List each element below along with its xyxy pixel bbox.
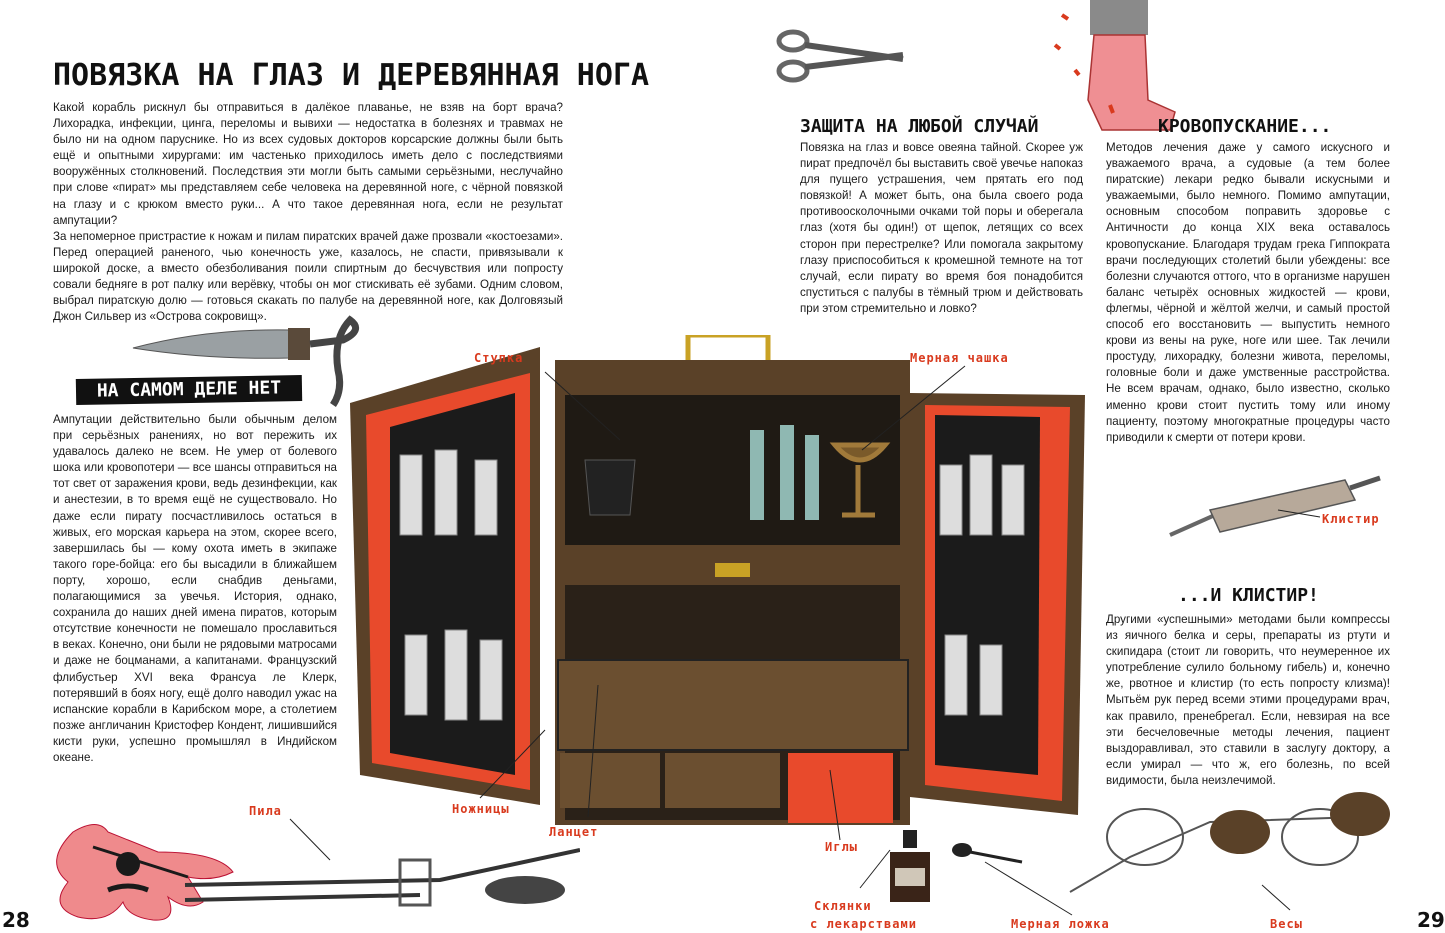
label-lancet: Ланцет — [549, 825, 599, 839]
intro-paragraph-1: Какой корабль рискнул бы отправиться в далёкое плаванье, не взяв на борт врача? Лихорадка, инфекции, цинга, переломы и вывихи — недостатка в болезнях и травмах не было ни на одном паруснике. Но из всех судовых докторов корсарские должны были быть ещё и опытными хирургами: им частенько приходилось иметь дело с последствиями вооружённых столкновений. Последствия эти могли быть самыми серьёзными, неслучайно при слове «пират» мы представляем себе человека на деревянной ноге, с чёрной повязкой на глазу и с крюком вместо руки... А что такое деревянная нога, если не результат ампутации? — [53, 101, 563, 227]
label-scissors: Ножницы — [452, 802, 510, 816]
klistir-text: Другими «успешными» методами были компрессы из яичного белка и серы, препараты из ртути и скипидара (стоит ли говорить, что неумеренное их употребление сулило больному гибель) и, конечно же, рвотное и клистир (то есть попросту клизма)! Мытьём рук перед всеми этими процедурами врач, как правило, пренебрегал. Если, невзирая на все эти бесчеловечные методы лечения, пациент выздоравливал, это ставили в заслугу доктору, а если умирал — что ж, его болезнь, по всей видимости, была неизлечимой. — [1106, 613, 1390, 787]
section-title-protection: ЗАЩИТА НА ЛЮБОЙ СЛУЧАЙ — [800, 116, 1039, 137]
page-number-right: 29 — [1417, 908, 1445, 932]
label-scales: Весы — [1270, 917, 1303, 931]
fact-check-badge: НА САМОМ ДЕЛЕ НЕТ — [76, 375, 302, 405]
protection-text: Повязка на глаз и вовсе овеяна тайной. Скорее уж пират предпочёл бы выставить своё увечье напоказ для пущего устрашения, чем прятать его под повязкой! А может быть, она была своего рода противоосколочными очками той поры и оберегала глаз (хотя бы один!) от щепок, летящих со всех сторон при перестрелке? Или помогала закрытому глазу приспособиться к кромешной темноте на тот случай, если пирату во время боя понадобится спуститься с палубы в тёмный трюм и действовать при этом стремительно и ловко? — [800, 141, 1083, 315]
intro-paragraph-2: За непомерное пристрастие к ножам и пилам пиратских врачей даже прозвали «костоезами». Перед операцией раненого, чью конечность уже, казалось, не спасти, привязывали к широкой доске, а вместо обезболивания поили спиртным до бесчувствия или попросту совали бедняге в рот палку или верёвку, чтобы он мог стискивать её зубами. Одним словом, выбрал пиратскую долю — готовься скакать по палубе на деревянной ноге, как Долговязый Джон Сильвер из «Острова сокровищ». — [53, 229, 563, 324]
label-stupka: Ступка — [474, 351, 524, 365]
page-title: ПОВЯЗКА НА ГЛАЗ И ДЕРЕВЯННАЯ НОГА — [53, 58, 650, 93]
label-needles: Иглы — [825, 840, 858, 854]
page-number-left: 28 — [2, 908, 30, 932]
amputation-text: Ампутации действительно были обычным делом при серьёзных ранениях, но вот пережить их удавалось далеко не всем. Не умер от болевого шока или кровопотери — все шансы отправиться на тот свет от заражения крови, ведь дезинфекции, как и анестезии, в то время ещё не существовало. Но даже если пирату посчастливилось остаться в живых, его морская карьера на этом, скорее всего, завершилась бы — кому охота иметь в экипаже такого горе-бойца: его бы высадили в ближайшем порту, хорошо, если снабдив деньгами, полагающимися за увечья. История, однако, сохранила до наших дней имена пиратов, которым отсутствие конечности не помешало прославиться в веках. Конечно, они были не рядовыми матросами и даже не боцманами, а капитанами. Французский флибустьер XVI века Франсуа ле Клерк, потерявший в боях ногу, ещё долго наводил ужас на испанские корабли в Карибском море, а столетием позже англичанин Кристофер Кондент, лишившийся кисти руки, успешно промышлял в Индийском океане. — [53, 413, 337, 764]
bloodletting-text: Методов лечения даже у самого искусного и уважаемого врача, а судовые (а тем более пиратские) лекари редко бывали искусными и уважаемыми, было немного. Помимо ампутации, основным способом поправить здоровье с Античности до конца XIX века оставалось кровопускание. Благодаря трудам грека Гиппократа врачи последующих столетий были убеждены: все болезни случаются оттого, что в организме нарушен баланс четырёх основных жидкостей — крови, флегмы, чёрной и жёлтой желчи, и самый простой способ его восстановить — выпустить немного крови из вены на руке, ноге или шее. Так лечили простуду, лихорадку, болезни живота, переломы, головные боли и даже умственные расстройства. Не всем врачам, однако, было известно, сколько именно крови стоит пустить тому или иному пациенту, поэтому многократные процедуры часто приводили к смерти от потери крови. — [1106, 141, 1390, 444]
section-title-bloodletting: КРОВОПУСКАНИЕ... — [1158, 116, 1332, 137]
label-bottles-line2: с лекарствами — [810, 917, 917, 931]
intro-text — [53, 100, 563, 325]
label-klistir: Клистир — [1322, 512, 1380, 526]
section-title-klistir: ...И КЛИСТИР! — [1178, 585, 1319, 606]
label-saw: Пила — [249, 804, 282, 818]
label-measuring-cup: Мерная чашка — [910, 351, 1009, 365]
label-measuring-spoon: Мерная ложка — [1011, 917, 1110, 931]
label-bottles-line1: Склянки — [814, 899, 872, 913]
